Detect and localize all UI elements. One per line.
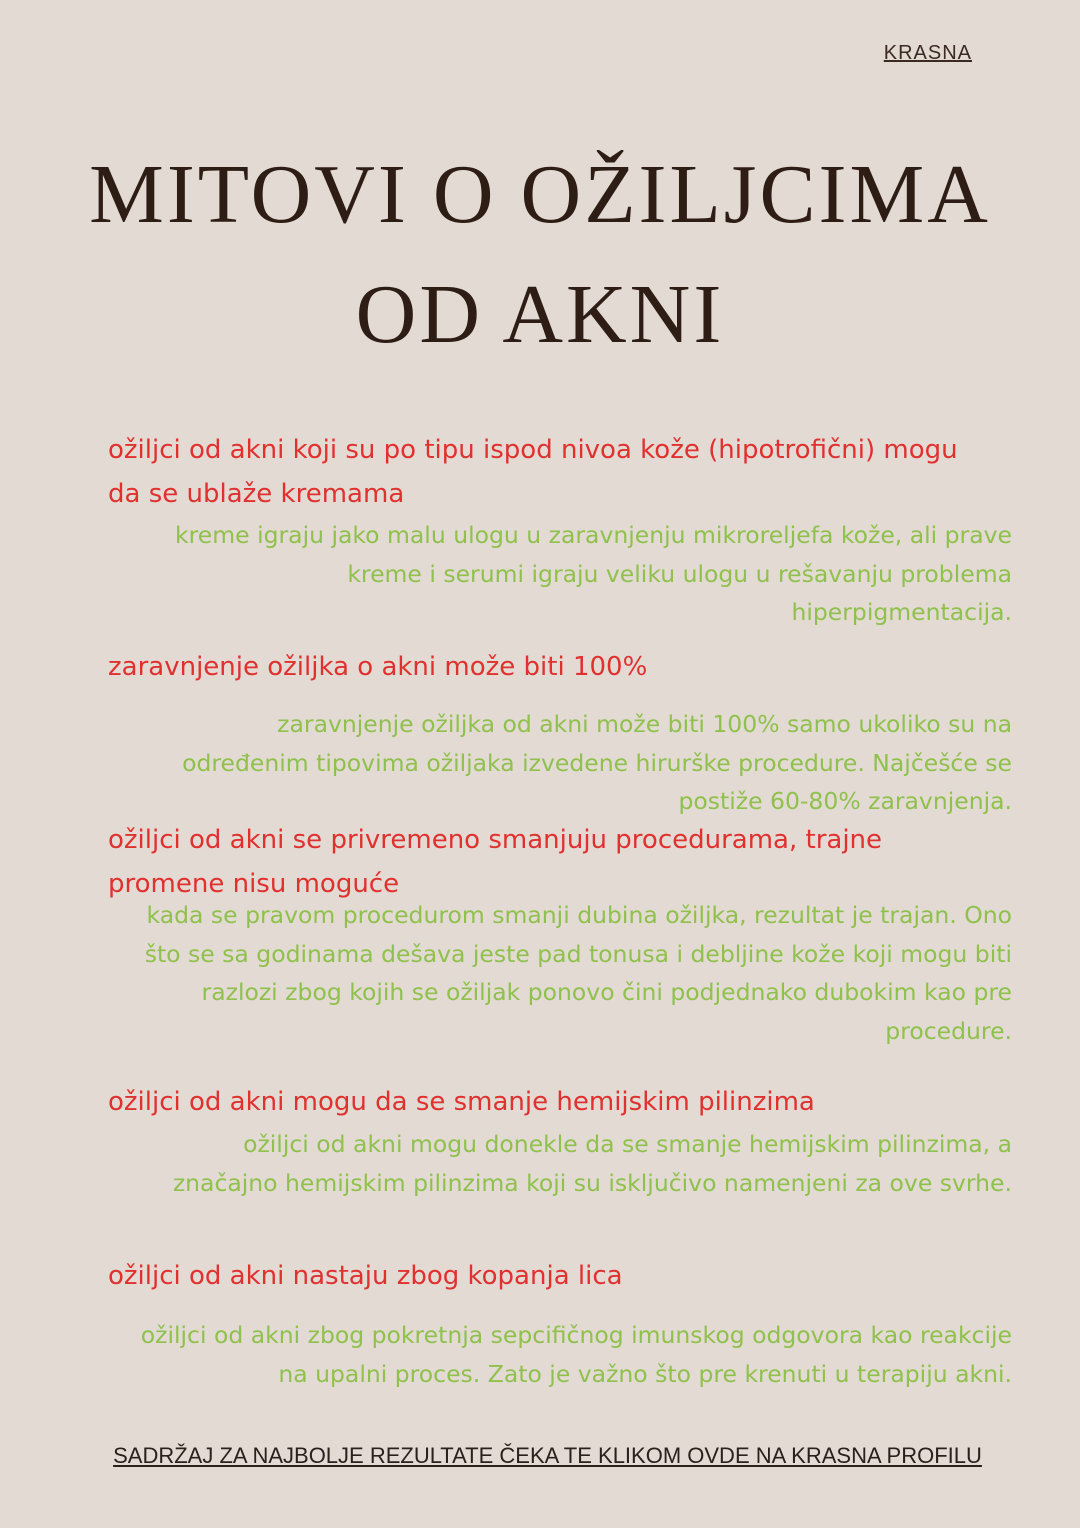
answer-1: kreme igraju jako malu ulogu u zaravnjenju mikroreljefa kože, ali prave kreme i serumi igraju veliku ulogu u rešavanju problema hiperpigmentacija.	[175, 521, 1012, 626]
answer-4: ožiljci od akni mogu donekle da se smanje hemijskim pilinzima, a značajno hemijskim pilinzima koji su isključivo namenjeni za ove svrhe.	[172, 1130, 1012, 1197]
cta-link[interactable]: SADRŽAJ ZA NAJBOLJE REZULTATE ČEKA TE KLIKOM OVDE NA KRASNA PROFILU	[113, 1443, 982, 1468]
myth-1: ožiljci od akni koji su po tipu ispod nivoa kože (hipotrofični) mogu da se ublaže kremama	[108, 435, 958, 509]
brand-link[interactable]: KRASNA	[883, 42, 972, 64]
title-line-2: OD AKNI	[355, 268, 725, 361]
myth-2: zaravnjenje ožiljka o akni može biti 100%	[108, 652, 648, 682]
answer-2: zaravnjenje ožiljka od akni može biti 100% samo ukoliko su na određenim tipovima ožiljaka izvedene hirurške procedure. Najčešće se postiže 60-80% zaravnjenja.	[182, 710, 1012, 815]
answer-5: ožiljci od akni zbog pokretnja sepcifičnog imunskog odgovora kao reakcije na upalni proces. Zato je važno što pre krenuti u terapiju akni.	[140, 1321, 1012, 1388]
myth-4: ožiljci od akni mogu da se smanje hemijskim pilinzima	[108, 1087, 815, 1117]
page-title	[0, 135, 1080, 375]
answer-3: kada se pravom procedurom smanji dubina ožiljka, rezultat je trajan. Ono što se sa godinama dešava jeste pad tonusa i debljine kože koji mogu biti razlozi zbog kojih se ožiljak ponovo čini podjednako dubokim kao pre procedure.	[144, 901, 1012, 1045]
myth-3: ožiljci od akni se privremeno smanjuju procedurama, trajne promene nisu moguće	[108, 825, 883, 899]
title-line-1: MITOVI O OŽILJCIMA	[89, 148, 991, 241]
myth-5: ožiljci od akni nastaju zbog kopanja lica	[108, 1261, 623, 1291]
